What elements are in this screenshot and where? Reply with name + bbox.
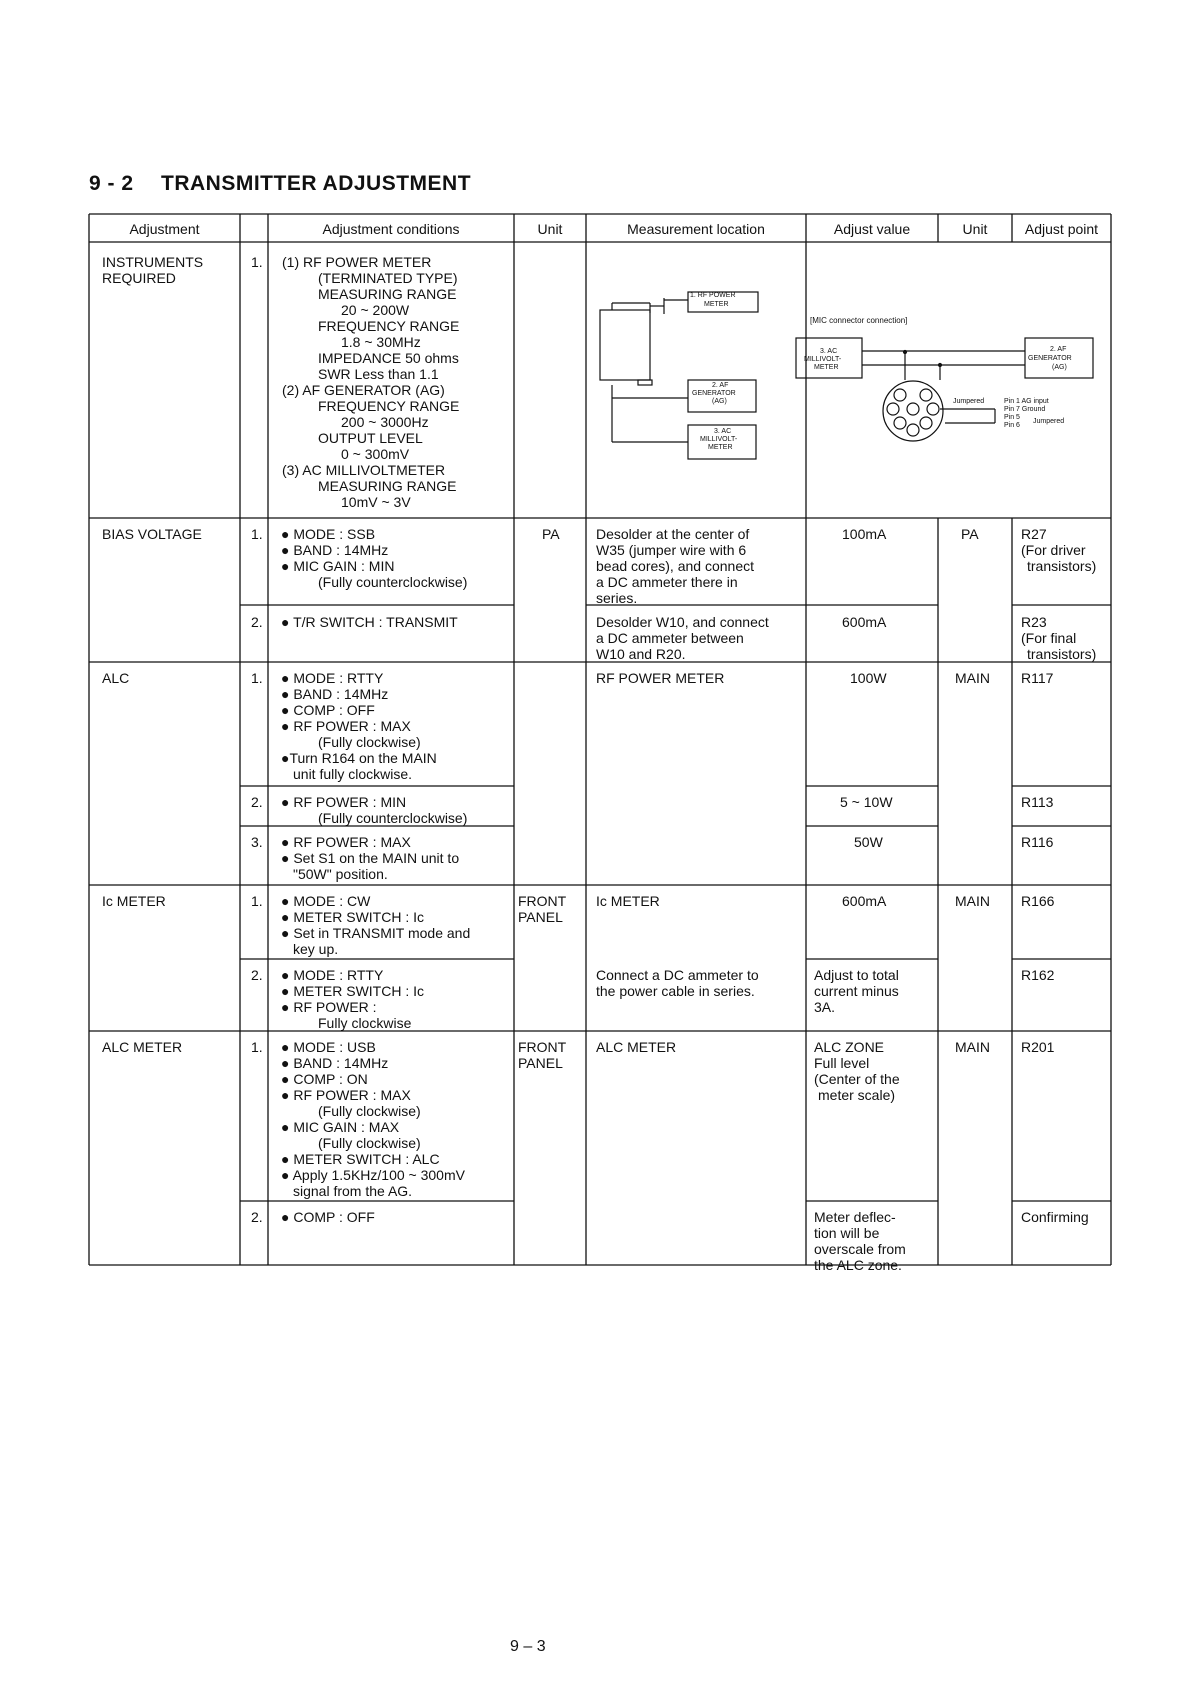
measure-line: Ic METER bbox=[596, 893, 660, 909]
step-number: 2. bbox=[251, 967, 263, 983]
diagram-jumpered-note: Jumpered bbox=[1033, 418, 1065, 425]
condition-line: ● Set S1 on the MAIN unit to bbox=[281, 850, 460, 866]
condition-line: (1) RF POWER METER bbox=[282, 254, 432, 270]
page-number: 9 – 3 bbox=[510, 1638, 546, 1655]
section-title: TRANSMITTER ADJUSTMENT bbox=[161, 172, 472, 195]
row-label: BIAS VOLTAGE bbox=[102, 526, 202, 542]
diagram-ac-mv-label-2: 3. AC bbox=[820, 348, 838, 355]
condition-line: ● RF POWER : MAX bbox=[281, 718, 411, 734]
diagram-mic-caption: [MIC connector connection] bbox=[810, 316, 908, 325]
diagram-af-gen-label-2: 2. AF bbox=[1050, 346, 1067, 353]
measure-line: Desolder at the center of bbox=[596, 526, 750, 542]
step-number: 1. bbox=[251, 526, 263, 542]
diagram-rf-meter-label: 1. RF POWER bbox=[690, 292, 736, 299]
diagram-af-gen-label-2: GENERATOR bbox=[1028, 355, 1072, 362]
header-adjust-point: Adjust point bbox=[1024, 221, 1099, 237]
unit-cell: FRONT bbox=[518, 1039, 567, 1055]
condition-line: ● BAND : 14MHz bbox=[281, 542, 389, 558]
adjust-value: current minus bbox=[814, 983, 899, 999]
step-number: 1. bbox=[251, 1039, 263, 1055]
adjust-value: Meter deflec- bbox=[814, 1209, 896, 1225]
condition-line: ● METER SWITCH : Ic bbox=[281, 909, 425, 925]
condition-line: ● MODE : USB bbox=[281, 1039, 376, 1055]
adjust-point: (For final bbox=[1021, 630, 1077, 646]
measure-line: a DC ammeter there in bbox=[596, 574, 738, 590]
header-adjust-value: Adjust value bbox=[833, 221, 911, 237]
condition-line: 20 ~ 200W bbox=[341, 302, 410, 318]
condition-line: unit fully clockwise. bbox=[293, 766, 413, 782]
row-label: REQUIRED bbox=[102, 270, 176, 286]
condition-line: SWR Less than 1.1 bbox=[318, 366, 439, 382]
adjust-value: 600mA bbox=[842, 614, 887, 630]
adjust-value: the ALC zone. bbox=[814, 1257, 902, 1273]
measure-line: series. bbox=[596, 590, 638, 606]
condition-line: FREQUENCY RANGE bbox=[318, 318, 460, 334]
diagram-ac-mv-label: MILLIVOLT- bbox=[700, 436, 738, 443]
unit-cell: FRONT bbox=[518, 893, 567, 909]
condition-line: key up. bbox=[293, 941, 339, 957]
diagram-af-gen-label-2: (AG) bbox=[1052, 364, 1067, 371]
condition-line: FREQUENCY RANGE bbox=[318, 398, 460, 414]
condition-line: ● RF POWER : MAX bbox=[281, 834, 411, 850]
step-number: 2. bbox=[251, 794, 263, 810]
adjust-point: R166 bbox=[1021, 893, 1055, 909]
condition-line: 200 ~ 3000Hz bbox=[341, 414, 429, 430]
step-number: 1. bbox=[251, 670, 263, 686]
condition-line: MEASURING RANGE bbox=[318, 478, 457, 494]
adjust-value: 600mA bbox=[842, 893, 887, 909]
row-label: ALC METER bbox=[102, 1039, 183, 1055]
adjust-point: R162 bbox=[1021, 967, 1055, 983]
condition-line: ● Apply 1.5KHz/100 ~ 300mV bbox=[281, 1167, 465, 1183]
condition-line: (Fully counterclockwise) bbox=[318, 810, 468, 826]
unit-2-cell: MAIN bbox=[955, 670, 990, 686]
diagram-pin-label: Pin 7 Ground bbox=[1004, 406, 1046, 413]
measure-line: bead cores), and connect bbox=[596, 558, 754, 574]
condition-line: 1.8 ~ 30MHz bbox=[341, 334, 421, 350]
measure-line: W35 (jumper wire with 6 bbox=[596, 542, 747, 558]
condition-line: ● T/R SWITCH : TRANSMIT bbox=[281, 614, 458, 630]
adjust-value: 100mA bbox=[842, 526, 887, 542]
step-number: 1. bbox=[251, 254, 263, 270]
adjust-value: 5 ~ 10W bbox=[840, 794, 893, 810]
diagram-af-gen-label: GENERATOR bbox=[692, 390, 736, 397]
header-unit-2: Unit bbox=[962, 221, 988, 237]
condition-line: ● RF POWER : MIN bbox=[281, 794, 407, 810]
adjust-value: Full level bbox=[814, 1055, 870, 1071]
diagram-rf-meter-label: METER bbox=[704, 301, 729, 308]
unit-2-cell: MAIN bbox=[955, 893, 990, 909]
adjust-point: Confirming bbox=[1021, 1209, 1089, 1225]
condition-line: (Fully clockwise) bbox=[318, 1135, 421, 1151]
adjust-point: R23 bbox=[1021, 614, 1047, 630]
adjust-value: ALC ZONE bbox=[814, 1039, 885, 1055]
unit-cell: PA bbox=[542, 526, 560, 542]
adjust-point: transistors) bbox=[1027, 558, 1097, 574]
measure-line: Desolder W10, and connect bbox=[596, 614, 769, 630]
condition-line: MEASURING RANGE bbox=[318, 286, 457, 302]
diagram-ac-mv-label: METER bbox=[708, 444, 733, 451]
condition-line: ● BAND : 14MHz bbox=[281, 1055, 389, 1071]
adjust-value: tion will be bbox=[814, 1225, 880, 1241]
unit-2-cell: PA bbox=[961, 526, 979, 542]
diagram-pin-label: Pin 6 bbox=[1004, 422, 1020, 429]
condition-line: IMPEDANCE 50 ohms bbox=[318, 350, 459, 366]
step-number: 2. bbox=[251, 1209, 263, 1225]
row-label: Ic METER bbox=[102, 893, 166, 909]
diagram-pin-label: Pin 5 bbox=[1004, 414, 1020, 421]
measure-line: ALC METER bbox=[596, 1039, 677, 1055]
header-unit: Unit bbox=[537, 221, 563, 237]
condition-line: ● BAND : 14MHz bbox=[281, 686, 389, 702]
condition-line: 0 ~ 300mV bbox=[341, 446, 410, 462]
condition-line: signal from the AG. bbox=[293, 1183, 413, 1199]
diagram-ac-mv-label-2: METER bbox=[814, 364, 839, 371]
adjust-value: (Center of the bbox=[814, 1071, 900, 1087]
unit-2-cell: MAIN bbox=[955, 1039, 990, 1055]
adjust-value: 50W bbox=[854, 834, 883, 850]
condition-line: ● Set in TRANSMIT mode and bbox=[281, 925, 471, 941]
step-number: 3. bbox=[251, 834, 263, 850]
adjust-value: Adjust to total bbox=[814, 967, 899, 983]
measure-line: a DC ammeter between bbox=[596, 630, 744, 646]
row-label: ALC bbox=[102, 670, 130, 686]
measure-line: W10 and R20. bbox=[596, 646, 686, 662]
condition-line: ● METER SWITCH : Ic bbox=[281, 983, 425, 999]
adjust-value: 3A. bbox=[814, 999, 836, 1015]
condition-line: (TERMINATED TYPE) bbox=[318, 270, 458, 286]
adjust-value: meter scale) bbox=[818, 1087, 896, 1103]
condition-line: ● RF POWER : bbox=[281, 999, 377, 1015]
section-number: 9 - 2 bbox=[89, 172, 134, 195]
diagram-ac-mv-label: 3. AC bbox=[714, 428, 732, 435]
condition-line: (3) AC MILLIVOLTMETER bbox=[282, 462, 446, 478]
header-adjustment: Adjustment bbox=[129, 221, 200, 237]
header-conditions: Adjustment conditions bbox=[322, 221, 460, 237]
condition-line: 10mV ~ 3V bbox=[341, 494, 411, 510]
adjust-point: R117 bbox=[1021, 670, 1054, 686]
adjust-point: transistors) bbox=[1027, 646, 1097, 662]
diagram-af-gen-label: (AG) bbox=[712, 398, 727, 405]
adjust-point: R201 bbox=[1021, 1039, 1055, 1055]
measure-line: RF POWER METER bbox=[596, 670, 725, 686]
unit-cell: PANEL bbox=[518, 1055, 563, 1071]
adjust-value: overscale from bbox=[814, 1241, 906, 1257]
adjust-value: 100W bbox=[850, 670, 887, 686]
unit-cell: PANEL bbox=[518, 909, 563, 925]
condition-line: ●Turn R164 on the MAIN bbox=[281, 750, 437, 766]
condition-line: (Fully counterclockwise) bbox=[318, 574, 468, 590]
condition-line: ● MIC GAIN : MAX bbox=[281, 1119, 400, 1135]
diagram-ac-mv-label-2: MILLIVOLT- bbox=[804, 356, 842, 363]
measure-line: Connect a DC ammeter to bbox=[596, 967, 759, 983]
adjust-point: (For driver bbox=[1021, 542, 1086, 558]
measure-line: the power cable in series. bbox=[596, 983, 755, 999]
step-number: 2. bbox=[251, 614, 263, 630]
row-label: INSTRUMENTS bbox=[102, 254, 204, 270]
condition-line: Fully clockwise bbox=[318, 1015, 412, 1031]
diagram-jumpered-label: Jumpered bbox=[953, 398, 985, 405]
condition-line: ● METER SWITCH : ALC bbox=[281, 1151, 440, 1167]
condition-line: ● RF POWER : MAX bbox=[281, 1087, 411, 1103]
condition-line: ● MODE : RTTY bbox=[281, 967, 384, 983]
adjust-point: R113 bbox=[1021, 794, 1054, 810]
condition-line: (Fully clockwise) bbox=[318, 1103, 421, 1119]
condition-line: ● MODE : RTTY bbox=[281, 670, 384, 686]
header-measurement: Measurement location bbox=[627, 221, 765, 237]
condition-line: ● COMP : ON bbox=[281, 1071, 368, 1087]
condition-line: "50W" position. bbox=[293, 866, 388, 882]
condition-line: ● MIC GAIN : MIN bbox=[281, 558, 395, 574]
step-number: 1. bbox=[251, 893, 263, 909]
condition-line: (Fully clockwise) bbox=[318, 734, 421, 750]
condition-line: ● COMP : OFF bbox=[281, 702, 375, 718]
condition-line: OUTPUT LEVEL bbox=[318, 430, 423, 446]
diagram-af-gen-label: 2. AF bbox=[712, 382, 729, 389]
adjust-point: R116 bbox=[1021, 834, 1054, 850]
adjust-point: R27 bbox=[1021, 526, 1047, 542]
condition-line: ● MODE : SSB bbox=[281, 526, 376, 542]
condition-line: ● MODE : CW bbox=[281, 893, 371, 909]
condition-line: (2) AF GENERATOR (AG) bbox=[282, 382, 445, 398]
condition-line: ● COMP : OFF bbox=[281, 1209, 375, 1225]
diagram-pin-label: Pin 1 AG input bbox=[1004, 398, 1049, 405]
